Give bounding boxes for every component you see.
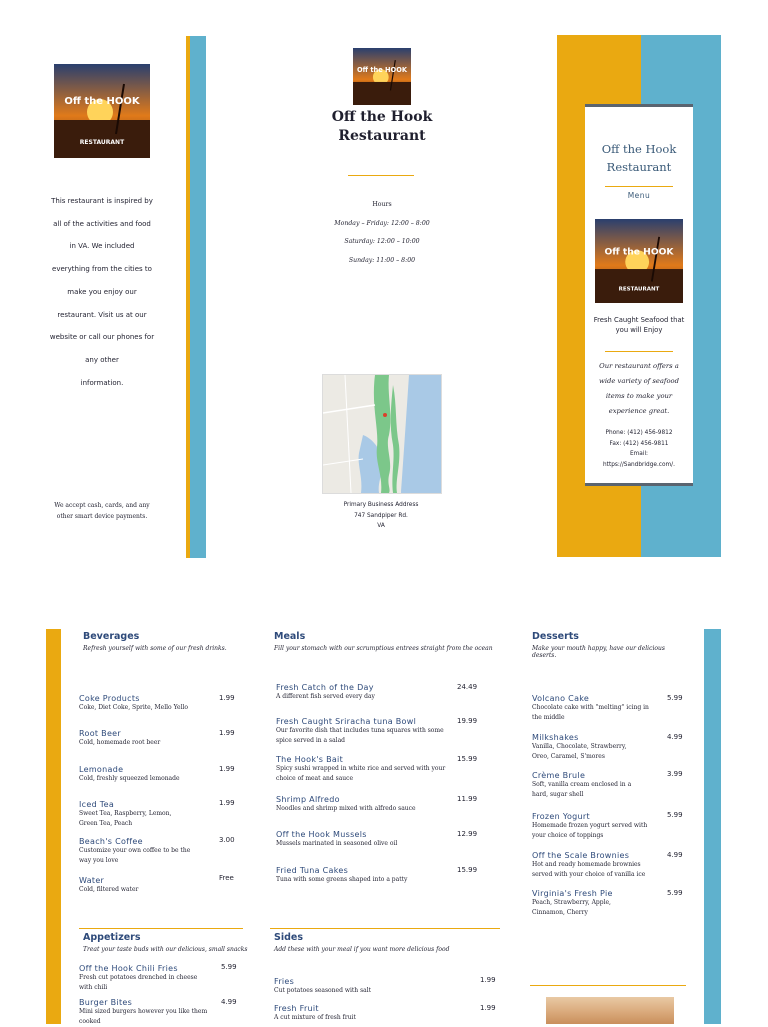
- appetizer-item: [79, 964, 199, 993]
- cover-tagline: Fresh Caught Seafood that you will Enjoy: [593, 316, 685, 334]
- cover-logo: [595, 219, 683, 303]
- restaurant-logo: [54, 64, 150, 158]
- item-price: 5.99: [667, 811, 683, 819]
- item-price: 1.99: [219, 799, 235, 807]
- item-desc: Cold, filtered water: [79, 886, 139, 893]
- cover-title-line-1: Off the Hook: [601, 142, 677, 156]
- item-name: The Hook's Bait: [276, 755, 344, 764]
- item-price: 11.99: [457, 795, 478, 803]
- about-line: all of the activities and food: [53, 219, 151, 228]
- about-line: information.: [80, 378, 124, 387]
- hours-saturday: Saturday: 12:00 – 10:00: [344, 238, 420, 245]
- meal-item: [276, 755, 446, 784]
- sides-rule: [270, 928, 500, 929]
- hours-block: [300, 196, 464, 270]
- item-name: Fries: [274, 977, 295, 986]
- item-price: 5.99: [667, 694, 683, 702]
- restaurant-logo-small: [353, 48, 411, 105]
- appetizers-desc: Treat your taste buds with our delicious, small snacks: [83, 946, 248, 953]
- item-price: 1.99: [219, 765, 235, 773]
- item-desc: Customize your own coffee to be the way you love: [79, 847, 191, 864]
- about-line: everything from the cities to: [52, 265, 152, 274]
- email-label: Email:: [629, 451, 649, 457]
- dessert-item: [532, 889, 628, 918]
- left-panel-yellow-edge: [186, 36, 190, 558]
- divider: [348, 175, 414, 176]
- item-name: Root Beer: [79, 729, 121, 738]
- beverages-desc: Refresh yourself with some of our fresh drinks.: [83, 645, 227, 652]
- dessert-photo: [546, 997, 674, 1024]
- item-desc: Chocolate cake with "melting" icing in the middle: [532, 704, 649, 721]
- item-price: 4.99: [667, 733, 683, 741]
- item-desc: Hot and ready homemade brownies served with your choice of vanilla ice: [532, 861, 646, 878]
- item-name: Fresh Catch of the Day: [276, 683, 374, 692]
- dessert-item: [532, 694, 656, 723]
- beverage-item: [79, 765, 209, 784]
- address-label: Primary Business Address: [343, 502, 419, 508]
- cover-contact: [588, 428, 690, 470]
- cover-title-line-2: Restaurant: [606, 160, 672, 174]
- item-price: 4.99: [221, 998, 237, 1006]
- appetizers-rule: [79, 928, 243, 929]
- about-line: This restaurant is inspired by: [51, 197, 153, 205]
- meals-desc: Fill your stomach with our scrumptious entrees straight from the ocean: [274, 645, 493, 652]
- about-text: [42, 190, 162, 394]
- appetizers-title: Appetizers: [83, 932, 141, 943]
- item-price: 5.99: [221, 963, 237, 971]
- hours-weekday: Monday – Friday: 12:00 – 8:00: [334, 219, 430, 227]
- item-price: 1.99: [219, 729, 235, 737]
- item-desc: Mini sized burgers however you like them cooked: [79, 1008, 208, 1025]
- item-desc: Cold, homemade root beer: [79, 739, 161, 746]
- cover-title: [585, 140, 693, 176]
- item-price: 4.99: [667, 851, 683, 859]
- dessert-item: [532, 812, 656, 841]
- item-price: 1.99: [219, 694, 235, 702]
- item-name: Crème Brule: [532, 771, 586, 780]
- dessert-item: [532, 733, 642, 762]
- item-name: Burger Bites: [79, 998, 133, 1007]
- item-name: Iced Tea: [79, 800, 115, 809]
- item-price: 15.99: [457, 755, 478, 763]
- item-name: Beach's Coffee: [79, 837, 143, 846]
- beverage-item: [79, 800, 191, 829]
- beverage-item: [79, 876, 209, 895]
- item-name: Milkshakes: [532, 733, 579, 742]
- item-desc: Tuna with some greens shaped into a patty: [276, 876, 408, 883]
- about-line: website or call our phones for: [49, 333, 155, 342]
- item-price: 12.99: [457, 830, 478, 838]
- logo-title: Off the HOOK: [604, 247, 674, 258]
- item-name: Shrimp Alfredo: [276, 795, 340, 804]
- item-name: Fresh Fruit: [274, 1004, 319, 1013]
- desserts-title: Desserts: [532, 631, 579, 642]
- cover-offer: Our restaurant offers a wide variety of seafood items to make your experience great.: [599, 362, 679, 415]
- sides-title: Sides: [274, 932, 303, 943]
- sides-desc: Add these with your meal if you want more delicious food: [274, 946, 450, 953]
- left-panel-blue-strip: [188, 36, 206, 558]
- item-desc: Spicy sushi wrapped in white rice and served with your choice of meat and sauce: [276, 765, 446, 782]
- location-map[interactable]: [322, 374, 442, 494]
- item-desc: Soft, vanilla cream enclosed in a hard, sugar shell: [532, 781, 632, 798]
- item-name: Virginia's Fresh Pie: [532, 889, 613, 898]
- cover-divider-2: [605, 351, 673, 352]
- item-price: 1.99: [480, 1004, 496, 1012]
- item-desc: A cut mixture of fresh fruit: [274, 1014, 356, 1021]
- dessert-item: [532, 851, 656, 880]
- item-price: 1.99: [480, 976, 496, 984]
- meal-item: [276, 717, 446, 746]
- item-price: 24.49: [457, 683, 478, 691]
- title-line-2: Restaurant: [338, 128, 426, 144]
- logo-title: Off the HOOK: [357, 66, 407, 75]
- item-price: Free: [219, 874, 234, 882]
- item-desc: Homemade frozen yogurt served with your choice of toppings: [532, 822, 648, 839]
- cover-menu-label: Menu: [627, 191, 651, 200]
- logo-title: Off the HOOK: [64, 96, 140, 107]
- item-desc: Noodles and shrimp mixed with alfredo sauce: [276, 805, 416, 812]
- item-price: 3.99: [667, 770, 683, 778]
- phone-number: Phone: (412) 456-9812: [605, 430, 673, 436]
- meal-item: [276, 795, 446, 814]
- item-desc: Our favorite dish that includes tuna squares with some spice served in a salad: [276, 727, 444, 744]
- item-name: Lemonade: [79, 765, 124, 774]
- item-name: Water: [79, 876, 105, 885]
- hours-sunday: Sunday: 11:00 – 8:00: [348, 256, 416, 264]
- item-desc: A different fish served every day: [276, 693, 375, 700]
- item-desc: Vanilla, Chocolate, Strawberry, Oreo, Caramel, S'mores: [532, 743, 627, 760]
- side-item: [274, 977, 444, 996]
- about-line: restaurant. Visit us at our: [57, 310, 147, 319]
- item-name: Frozen Yogurt: [532, 812, 590, 821]
- meals-title: Meals: [274, 631, 306, 642]
- item-price: 3.00: [219, 836, 235, 844]
- item-name: Fried Tuna Cakes: [276, 866, 349, 875]
- dessert-item: [532, 771, 644, 800]
- meal-item: [276, 866, 446, 885]
- address-street: 747 Sandpiper Rd.: [354, 512, 408, 519]
- hours-title: Hours: [372, 201, 392, 208]
- item-price: 15.99: [457, 866, 478, 874]
- item-name: Volcano Cake: [532, 694, 590, 703]
- beverages-title: Beverages: [83, 631, 140, 642]
- item-price: 5.99: [667, 889, 683, 897]
- address-state: VA: [377, 523, 385, 529]
- beverage-item: [79, 837, 191, 866]
- about-line: make you enjoy our: [67, 287, 137, 296]
- cover-divider: [605, 186, 673, 187]
- meal-item: [276, 830, 446, 849]
- item-desc: Fresh cut potatoes drenched in cheese with chili: [79, 974, 198, 991]
- item-desc: Mussels marinated in seasoned olive oil: [276, 840, 398, 847]
- meal-item: [276, 683, 446, 702]
- item-name: Off the Hook Chili Fries: [79, 964, 178, 973]
- appetizer-item: [79, 998, 209, 1027]
- payment-info: We accept cash, cards, and any other smart device payments.: [54, 502, 150, 520]
- desserts-rule: [530, 985, 686, 986]
- item-desc: Sweet Tea, Raspberry, Lemon, Green Tea, Peach: [79, 810, 172, 827]
- item-desc: Cold, freshly squeezed lemonade: [79, 775, 180, 782]
- fax-number: Fax: (412) 456-9811: [609, 440, 669, 447]
- item-price: 19.99: [457, 717, 478, 725]
- item-name: Fresh Caught Sriracha tuna Bowl: [276, 717, 417, 726]
- menu-right-blue-strip: [704, 629, 721, 1024]
- middle-title: [300, 108, 464, 146]
- item-name: Coke Products: [79, 694, 140, 703]
- logo-subtitle: RESTAURANT: [618, 286, 660, 293]
- item-name: Off the Hook Mussels: [276, 830, 367, 839]
- logo-subtitle: RESTAURANT: [79, 139, 125, 146]
- item-desc: Coke, Diet Coke, Sprite, Mello Yello: [79, 704, 189, 711]
- item-desc: Peach, Strawberry, Apple, Cinnamon, Cherry: [532, 899, 611, 916]
- website-link[interactable]: https://Sandbridge.com/.: [603, 461, 675, 468]
- address-block: [320, 500, 442, 532]
- about-line: in VA. We included: [69, 242, 135, 251]
- beverage-item: [79, 729, 209, 748]
- side-item: [274, 1004, 444, 1023]
- desserts-desc: Make your mouth happy, have our delicious deserts.: [532, 645, 665, 659]
- about-line: any other: [85, 355, 119, 364]
- beverage-item: [79, 694, 239, 713]
- title-line-1: Off the Hook: [331, 109, 433, 125]
- menu-left-yellow-strip: [46, 629, 61, 1024]
- item-name: Off the Scale Brownies: [532, 851, 630, 860]
- item-desc: Cut potatoes seasoned with salt: [274, 987, 372, 994]
